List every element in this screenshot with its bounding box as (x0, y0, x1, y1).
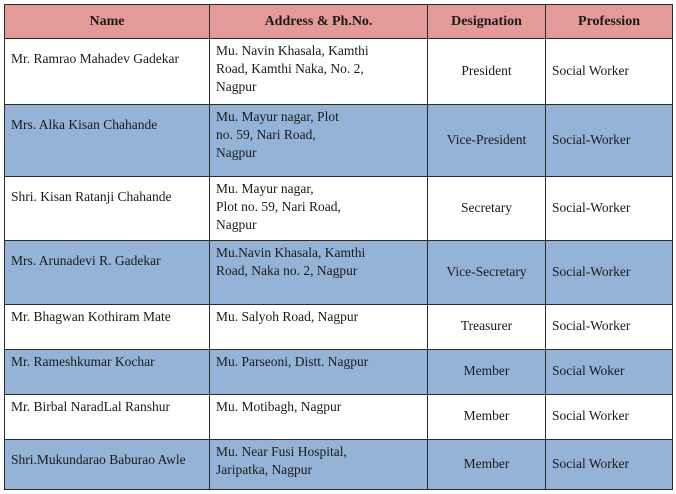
cell-profession: Social Worker (546, 440, 673, 490)
cell-profession: Social Worker (546, 395, 673, 440)
table-row (5, 39, 673, 105)
cell-designation: Treasurer (428, 305, 546, 350)
header-address: Address & Ph.No. (210, 5, 428, 39)
table-row (5, 440, 673, 490)
cell-designation: Vice-Secretary (428, 241, 546, 305)
cell-profession: Social-Worker (546, 305, 673, 350)
cell-address: Mu.Navin Khasala, Kamthi Road, Naka no. 2, Nagpur (210, 241, 428, 305)
header-name: Name (5, 5, 210, 39)
members-table (4, 4, 673, 490)
cell-designation: Secretary (428, 177, 546, 241)
cell-name: Mr. Bhagwan Kothiram Mate (5, 305, 210, 350)
cell-address: Mu. Mayur nagar, Plot no. 59, Nari Road, Nagpur (210, 105, 428, 177)
header-profession: Profession (546, 5, 673, 39)
cell-name: Mr. Ramrao Mahadev Gadekar (5, 39, 210, 105)
cell-profession: Social-Worker (546, 177, 673, 241)
cell-designation: Vice-President (428, 105, 546, 177)
cell-name: Shri.Mukundarao Baburao Awle (5, 440, 210, 490)
table-row (5, 241, 673, 305)
cell-name: Shri. Kisan Ratanji Chahande (5, 177, 210, 241)
table-row (5, 350, 673, 395)
cell-profession: Social Woker (546, 350, 673, 395)
cell-name: Mr. Birbal NaradLal Ranshur (5, 395, 210, 440)
cell-address: Mu. Parseoni, Distt. Nagpur (210, 350, 428, 395)
cell-designation: Member (428, 395, 546, 440)
cell-profession: Social-Worker (546, 105, 673, 177)
table-header-row (5, 5, 673, 39)
members-table-container (4, 4, 673, 490)
cell-name: Mr. Rameshkumar Kochar (5, 350, 210, 395)
cell-designation: President (428, 39, 546, 105)
cell-name: Mrs. Arunadevi R. Gadekar (5, 241, 210, 305)
table-row (5, 105, 673, 177)
cell-address: Mu. Salyoh Road, Nagpur (210, 305, 428, 350)
cell-address: Mu. Near Fusi Hospital, Jaripatka, Nagpur (210, 440, 428, 490)
cell-address: Mu. Navin Khasala, Kamthi Road, Kamthi Naka, No. 2, Nagpur (210, 39, 428, 105)
cell-designation: Member (428, 440, 546, 490)
cell-profession: Social Worker (546, 39, 673, 105)
cell-address: Mu. Motibagh, Nagpur (210, 395, 428, 440)
table-row (5, 305, 673, 350)
cell-designation: Member (428, 350, 546, 395)
header-designation: Designation (428, 5, 546, 39)
cell-address: Mu. Mayur nagar, Plot no. 59, Nari Road, Nagpur (210, 177, 428, 241)
table-row (5, 395, 673, 440)
cell-profession: Social-Worker (546, 241, 673, 305)
table-row (5, 177, 673, 241)
cell-name: Mrs. Alka Kisan Chahande (5, 105, 210, 177)
